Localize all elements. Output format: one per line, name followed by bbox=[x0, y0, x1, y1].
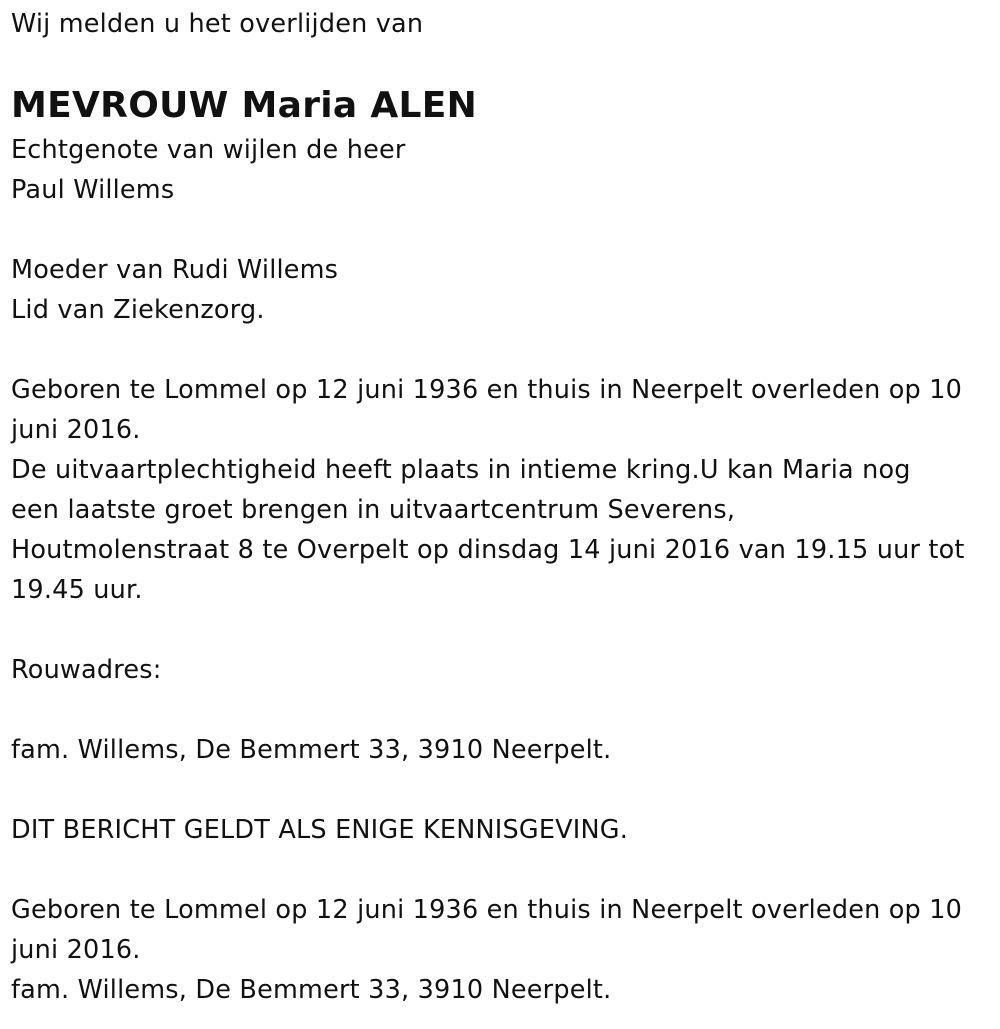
mourning-address: fam. Willems, De Bemmert 33, 3910 Neerpelt. bbox=[11, 735, 612, 765]
ceremony-line-4: 19.45 uur. bbox=[11, 575, 143, 605]
ceremony-line-1: De uitvaartplechtigheid heeft plaats in intieme kring.U kan Maria nog bbox=[11, 455, 911, 485]
deceased-name: MEVROUW Maria ALEN bbox=[11, 85, 478, 126]
ceremony-line-2: een laatste groet brengen in uitvaartcentrum Severens, bbox=[11, 495, 736, 525]
summary-line-1: Geboren te Lommel op 12 juni 1936 en thuis in Neerpelt overleden op 10 bbox=[11, 895, 963, 925]
summary-line-2: juni 2016. bbox=[11, 935, 141, 965]
notice-block bbox=[11, 810, 991, 850]
obituary-document bbox=[11, 0, 991, 1010]
birth-death-line-2: juni 2016. bbox=[11, 415, 141, 445]
birth-death-line-1: Geboren te Lommel op 12 juni 1936 en thuis in Neerpelt overleden op 10 bbox=[11, 375, 963, 405]
summary-block bbox=[11, 890, 991, 1010]
notice-text: DIT BERICHT GELDT ALS ENIGE KENNISGEVING. bbox=[11, 815, 629, 845]
mourning-address-block bbox=[11, 730, 991, 770]
membership-line: Lid van Ziekenzorg. bbox=[11, 295, 265, 325]
spouse-line: Echtgenote van wijlen de heer bbox=[11, 135, 406, 165]
ceremony-line-3: Houtmolenstraat 8 te Overpelt op dinsdag 14 juni 2016 van 19.15 uur tot bbox=[11, 535, 965, 565]
summary-address: fam. Willems, De Bemmert 33, 3910 Neerpelt. bbox=[11, 975, 612, 1005]
ceremony-block bbox=[11, 450, 991, 610]
intro-text: Wij melden u het overlijden van bbox=[11, 9, 424, 39]
mourning-address-label: Rouwadres: bbox=[11, 655, 162, 685]
spouse-block bbox=[11, 130, 991, 210]
family-block bbox=[11, 250, 991, 330]
birth-death-block bbox=[11, 370, 991, 450]
mother-of-line: Moeder van Rudi Willems bbox=[11, 255, 339, 285]
mourning-address-label-block bbox=[11, 650, 991, 690]
spouse-name: Paul Willems bbox=[11, 175, 175, 205]
